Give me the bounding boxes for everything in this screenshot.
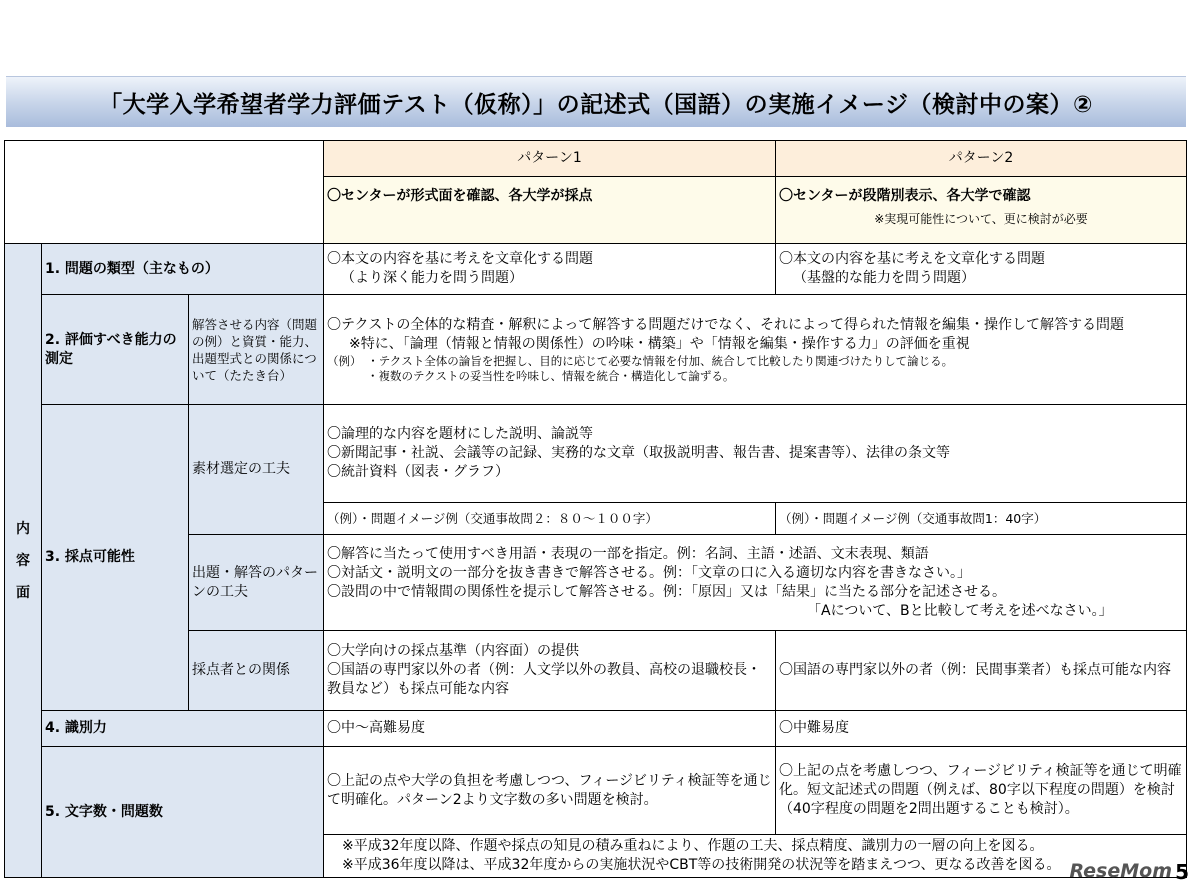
row5-note2: ※平成36年度以降は、平成32年度からの実施状況やCBT等の技術開発の状況等を踏まえつつ、更なる改善を図る。 [342,857,1061,873]
row3-sub3-p1-line1: 〇大学向けの採点基準（内容面）の提供 [327,643,580,659]
resemom-logo: ReseMom [1069,860,1172,882]
pattern1-description-text: 〇センターが形式面を確認、各大学が採点 [327,188,593,204]
pattern2-header: パターン2 [776,141,1187,177]
row1-label: 1. 問題の類型（主なもの） [42,244,324,295]
pattern2-description [776,177,1187,244]
row2-line4: ・複数のテクストの妥当性を吟味し、情報を統合・構造化して論ずる。 [367,368,735,383]
page-number: 5 [1175,860,1189,884]
row3-sub1-line1: 〇論理的な内容を題材にした説明、論説等 [327,426,594,442]
implementation-table [4,140,1187,878]
row5-note1: ※平成32年度以降、作題や採点の知見の積み重ねにより、作題の工夫、採点精度、識別力の一層の向上を図る。 [342,838,1044,854]
row3-sub2-line2: 〇対話文・説明文の一部分を抜き書きで解答させる。例：「文章の口に入る適切な内容を書きなさい。」 [327,564,972,581]
row4-pattern1: 〇中～高難易度 [324,711,776,747]
title-bar [6,76,1186,127]
row3-label: 3. 採点可能性 [42,405,189,711]
row3-sub1-example2: （例）・問題イメージ例（交通事故問1：40字） [776,503,1187,535]
row3-sub3-pattern1 [324,631,776,711]
row1-pattern2 [776,244,1187,295]
row3-sub2-line1: 〇解答に当たって使用すべき用語・表現の一部を指定。例：名詞、主語・述語、文末表現、類語 [327,545,929,562]
pattern2-note: ※実現可能性について、更に検討が必要 [874,212,1088,226]
row3-sub2-line4: 「Aについて、Bと比較して考えを述べなさい。」 [807,602,1113,619]
row3-sub2-line3: 〇設問の中で情報間の関係性を提示して解答させる。例：「原因」又は「結果」に当たる部分を記述させる。 [327,583,1007,600]
row4-label: 4. 識別力 [42,711,324,747]
row3-sub1-example1: （例）・問題イメージ例（交通事故問２：８０～１００字） [324,503,776,535]
row2-line2: ※特に、「論理（情報と情報の関係性）の吟味・構築」や「情報を編集・操作する力」の評価を重視 [349,335,970,352]
row1-pattern1 [324,244,776,295]
row3-sub2: 出題・解答のパターンの工夫 [189,535,324,631]
pattern1-description [324,177,776,244]
row3-sub1: 素材選定の工夫 [189,405,324,535]
row2-content [324,295,1187,405]
row3-sub1-line3: 〇統計資料（図表・グラフ） [327,464,510,480]
pattern1-header: パターン1 [324,141,776,177]
row3-sub3-p1-line2: 〇国語の専門家以外の者（例：人文学以外の教員、高校の退職校長・教員など）も採点可能な内容 [327,662,762,697]
row1-p2-line2: （基盤的な能力を問う問題） [793,270,976,286]
side-label-content [5,244,42,878]
row3-sub3-pattern2: 〇国語の専門家以外の者（例：民間事業者）も採点可能な内容 [776,631,1187,711]
row4-pattern2: 〇中難易度 [776,711,1187,747]
pattern2-description-text: 〇センターが段階別表示、各大学で確認 [779,188,1031,204]
row1-p1-line2: （より深く能力を問う問題） [341,270,524,286]
row2-line1: 〇テクストの全体的な精査・解釈によって解答する問題だけでなく、それによって得られた情報を編集・操作して解答する問題 [327,316,1125,333]
header-blank-cell [5,141,324,244]
row5-pattern2: 〇上記の点を考慮しつつ、フィージビリティ検証等を通じて明確化。短文記述式の問題（例えば、80字以下程度の問題）を検討（40字程度の問題を2問出題することも検討）。 [776,747,1187,835]
row5-notes [324,835,1187,878]
row2-label: 2. 評価すべき能力の測定 [42,295,189,405]
row1-p1-line1: 〇本文の内容を基に考えを文章化する問題 [327,251,594,267]
side-label-text: 内容面 [16,520,30,601]
row1-p2-line1: 〇本文の内容を基に考えを文章化する問題 [779,251,1046,267]
row5-pattern1: 〇上記の点や大学の負担を考慮しつつ、フィージビリティ検証等を通じて明確化。パターン2より文字数の多い問題を検討。 [324,747,776,835]
row3-sub1-content [324,405,1187,503]
page-title: 「大学入学希望者学力評価テスト（仮称）」の記述式（国語）の実施イメージ（検討中の案）② [99,91,1093,118]
row3-sub1-line2: 〇新聞記事・社説、会議等の記録、実務的な文章（取扱説明書、報告書、提案書等）、法律の条文等 [327,445,951,461]
row2-sub: 解答させる内容（問題の例）と資質・能力、出題型式との関係について（たたき台） [189,295,324,405]
row3-sub3: 採点者との関係 [189,631,324,711]
row5-label: 5. 文字数・問題数 [42,747,324,878]
row3-sub2-content [324,535,1187,631]
row2-line3: （例） ・テクスト全体の論旨を把握し、目的に応じて必要な情報を付加、統合して比較したり関連づけたりして論じる。 [327,353,954,368]
